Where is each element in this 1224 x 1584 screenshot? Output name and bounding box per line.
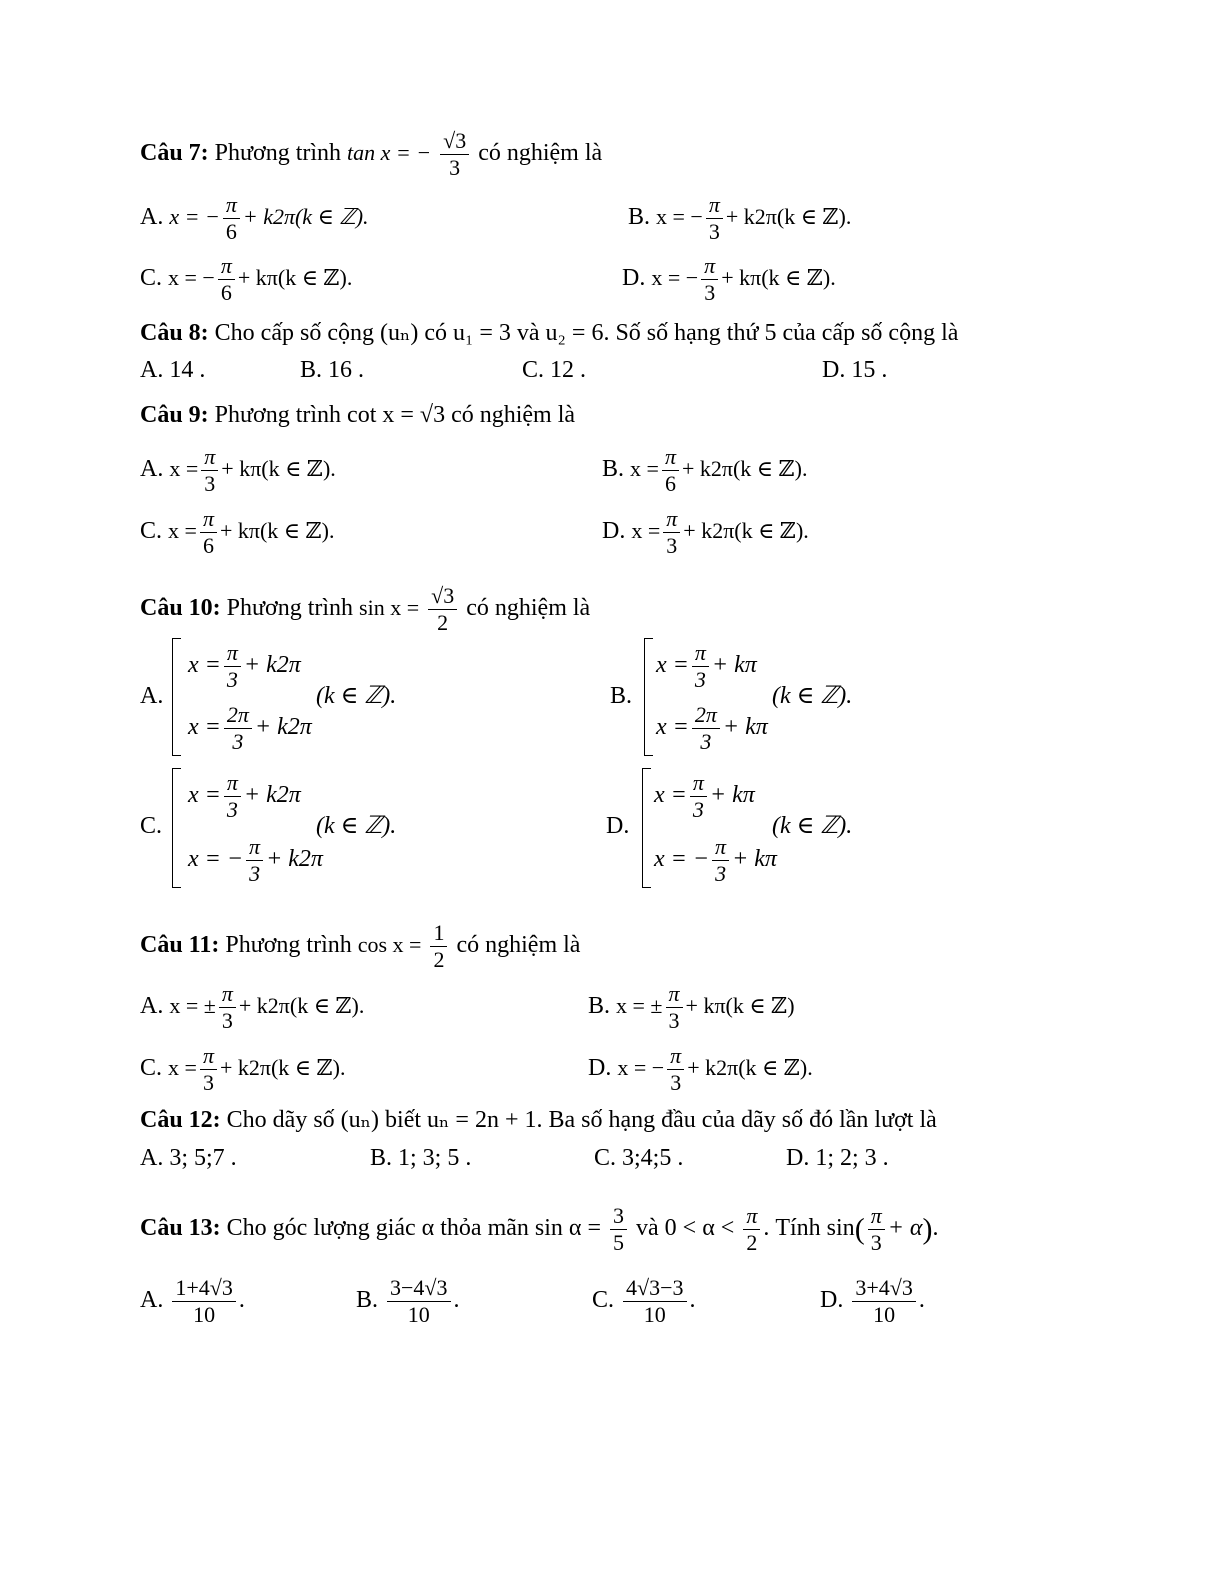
frac-den: 3 [668,1008,680,1033]
q11-stem [140,920,580,973]
system-row-2 [188,702,312,755]
frac-num: 2π [692,702,720,729]
bracket [172,768,181,888]
option-letter: D. [820,1287,844,1314]
option-frac [706,192,723,245]
option-frac [172,1275,235,1328]
q7-option-c[interactable] [140,253,352,306]
option-frac [852,1275,915,1328]
frac-num: π [706,192,723,219]
q10-label: Câu 10: [140,595,221,622]
row-pre: x = [188,652,221,679]
option-suffix: (k ∈ ℤ). [316,813,397,839]
q7-option-b[interactable] [628,192,851,245]
q7-eq-frac [440,128,469,181]
frac-num: π [666,981,683,1008]
option-post: + k2π(k ∈ ℤ). [219,1055,346,1081]
q13-option-b[interactable]: B. $\frac{3-4√3}{10}$ . [356,1275,460,1327]
option-pre: x = [169,456,199,482]
q13-stem: Câu 13: Cho góc lượng giác α thỏa mãn sin α = $\frac{3}{5}$ và 0 < α < $\frac{\pi}{2}$ . Tính sin( $\frac{\pi}{3}$ + α). [140,1203,939,1255]
q7-eq-num: √3 [440,128,469,155]
row-post: + kπ [722,714,768,741]
option-letter: A. [140,993,164,1020]
q10-eq-frac [428,583,457,636]
q7-eq-den: 3 [449,155,461,180]
frac-den: 3 [704,280,716,305]
q9-text: Phương trình cot x = √3 có nghiệm là [214,402,576,428]
option-suffix: (k ∈ ℤ). [772,683,853,709]
q11-eq-num: 1 [430,920,447,947]
q12-text: Cho dãy số (uₙ) biết uₙ = 2n + 1. Ba số hạng đầu của dãy số đó lần lượt là [226,1107,937,1133]
q11-text-post: có nghiệm là [456,932,581,959]
option-letter: C. [140,813,163,839]
option-letter: D. [622,265,646,292]
frac-num: π [667,1043,684,1070]
frac-num: 3 [610,1203,627,1230]
option-letter: B. [628,204,651,231]
q13-frac-1 [610,1203,627,1256]
option-letter: B. [602,456,625,483]
option-letter: A. [140,204,164,231]
left-paren: ( [854,1212,865,1246]
frac-den: 3 [670,1070,682,1095]
option-letter: B. [588,993,611,1020]
row-frac [692,640,709,693]
system-row-2 [656,702,768,755]
frac-num: π [246,834,263,861]
frac-num: π [223,192,240,219]
option-pre: x = − [169,204,220,230]
option-frac [223,192,240,245]
frac-num: π [224,640,241,667]
frac-num: 2π [224,702,252,729]
frac-den: 10 [873,1302,896,1327]
q12-label: Câu 12: [140,1107,221,1133]
row-frac [712,834,729,887]
frac-den: 10 [407,1302,430,1327]
q12-option-d[interactable]: D. 1; 2; 3 . [786,1145,889,1171]
frac-den: 3 [221,1008,233,1033]
system-row-1 [188,770,301,823]
row-frac [690,770,707,823]
option-letter: C. [140,518,163,545]
q11-label: Câu 11: [140,932,220,959]
row-pre: x = − [654,846,710,873]
q7-text-pre: Phương trình [214,140,342,167]
option-letter: B. [610,683,633,709]
q13-text-2: và 0 < α < [636,1215,735,1242]
row-post: + k2π [254,714,312,741]
frac-num: π [200,1043,217,1070]
frac-den: 6 [664,471,676,496]
frac-num: π [868,1203,885,1230]
option-pre: x = − [617,1055,665,1081]
q8-option-b[interactable]: B. 16 . [300,357,365,383]
frac-den: 10 [193,1302,216,1327]
frac-den: 3 [700,729,712,754]
q11-option-a[interactable] [140,981,364,1034]
row-post: + kπ [709,782,755,809]
system-row-1 [654,770,755,823]
q10-text-post: có nghiệm là [466,595,591,622]
q8-option-a[interactable]: A. 14 . [140,357,206,383]
option-letter: D. [606,813,630,839]
q7-option-a[interactable] [140,192,369,245]
option-letter: D. [602,518,626,545]
q11-eq-den: 2 [433,947,445,972]
q8-stem [140,318,958,348]
frac-den: 6 [202,533,214,558]
frac-num: 3−4√3 [387,1275,450,1302]
row-pre: x = [188,714,221,741]
option-suffix: (k ∈ ℤ). [316,683,397,709]
option-letter: B. [356,1287,379,1314]
option-post: + k2π(k ∈ ℤ). [683,518,809,544]
frac-num: π [743,1203,760,1230]
row-post: + kπ [732,846,777,873]
frac-den: 3 [692,797,704,822]
option-frac [666,981,683,1034]
q7-stem [140,128,602,181]
frac-den: 3 [226,667,238,692]
option-pre: x = − [168,265,215,291]
q13-text-3: . Tính sin [763,1215,855,1242]
q9-stem [140,400,575,430]
q12-option-c[interactable]: C. 3;4;5 . [594,1145,684,1171]
frac-den: 3 [715,861,727,886]
row-pre: x = [188,782,221,809]
frac-num: π [218,253,235,280]
row-frac [224,702,252,755]
q8-option-c[interactable]: C. 12 . [522,357,587,383]
row-frac [692,702,720,755]
row-post: + k2π [266,846,323,873]
frac-num: π [219,981,236,1008]
q7-text-post: có nghiệm là [478,140,603,167]
frac-num: π [692,640,709,667]
row-post: + kπ [711,652,757,679]
frac-num: π [224,770,241,797]
q9-option-a[interactable] [140,444,336,497]
q12-option-a[interactable]: A. 3; 5;7 . [140,1145,237,1171]
option-pre: x = [631,518,661,544]
q10-eq-lhs: sin x = [359,595,420,621]
option-letter: C. [140,1055,163,1082]
option-letter: C. [140,265,163,292]
option-post: + k2π(k ∈ ℤ). [242,204,369,230]
row-pre: x = [654,782,687,809]
frac-den: 10 [643,1302,666,1327]
q11-eq-lhs: cos x = [357,932,422,958]
frac-den: 3 [666,533,678,558]
row-frac [246,834,263,887]
frac-den: 3 [870,1230,882,1255]
q12-stem [140,1105,937,1135]
option-frac [200,1043,217,1096]
q13-option-c[interactable]: C. $\frac{4√3-3}{10}$ . [592,1275,696,1327]
option-pre: x = [168,1055,197,1081]
option-letter: C. [592,1287,615,1314]
q7-eq-lhs: tan x = − [347,140,432,166]
frac-den: 3 [232,729,244,754]
right-paren: ) [922,1212,933,1246]
q7-label: Câu 7: [140,140,209,167]
row-frac [224,770,241,823]
option-frac [623,1275,686,1328]
frac-den: 3 [204,471,216,496]
q9-option-b[interactable] [602,444,807,497]
option-frac [218,253,235,306]
q11-option-b[interactable] [588,981,795,1034]
frac-num: 1+4√3 [172,1275,235,1302]
system-row-2 [654,834,777,887]
row-pre: x = [656,652,689,679]
q13-text-4: + α [887,1215,923,1242]
q13-option-d[interactable]: D. $\frac{3+4√3}{10}$ . [820,1275,925,1327]
system-row-1 [188,640,301,693]
frac-num: π [712,834,729,861]
option-post: + k2π(k ∈ ℤ). [238,993,365,1019]
frac-den: 3 [249,861,261,886]
option-pre: x = − [656,204,703,230]
option-letter: A. [140,1287,164,1314]
frac-num: π [690,770,707,797]
q9-label: Câu 9: [140,402,209,428]
q12-option-b[interactable]: B. 1; 3; 5 . [370,1145,472,1171]
bracket [642,768,651,888]
option-pre: x = ± [169,993,216,1019]
row-pre: x = [656,714,689,741]
frac-den: 3 [694,667,706,692]
q10-text-pre: Phương trình [226,595,354,622]
option-post: + k2π(k ∈ ℤ). [725,204,852,230]
frac-num: π [662,444,679,471]
q13-text-1: Cho góc lượng giác α thỏa mãn sin α = [226,1215,602,1242]
option-pre: x = [168,518,197,544]
frac-den: 3 [202,1070,214,1095]
q10-eq-den: 2 [437,610,449,635]
q13-label: Câu 13: [140,1215,221,1242]
system-row-1 [656,640,757,693]
frac-den: 2 [746,1230,758,1255]
row-post: + k2π [243,652,301,679]
option-frac [201,444,218,497]
option-post: + kπ(k ∈ ℤ). [221,456,336,482]
option-frac [200,506,217,559]
frac-den: 6 [225,219,237,244]
option-post: + kπ(k ∈ ℤ). [721,265,836,291]
q8-option-d[interactable]: D. 15 . [822,357,888,383]
bracket [172,638,181,756]
option-post: + kπ(k ∈ ℤ) [685,993,795,1019]
option-post: + kπ(k ∈ ℤ). [219,518,335,544]
row-post: + k2π [243,782,301,809]
option-post: + k2π(k ∈ ℤ). [687,1055,813,1081]
frac-num: π [201,444,218,471]
bracket [644,638,653,756]
frac-num: π [701,253,718,280]
option-suffix: (k ∈ ℤ). [772,813,853,839]
q11-eq-frac [430,920,447,973]
option-pre: x = [630,456,659,482]
option-letter: A. [140,456,164,483]
option-frac [701,253,718,306]
q11-option-d[interactable] [588,1043,813,1096]
frac-den: 6 [220,280,232,305]
q13-option-a[interactable]: A. $\frac{1+4√3}{10}$ . [140,1275,245,1327]
frac-den: 3 [226,797,238,822]
q9-option-c[interactable] [140,506,334,559]
option-letter: D. [588,1055,612,1082]
system-row-2 [188,834,323,887]
frac-num: π [200,506,217,533]
option-frac [219,981,236,1034]
option-frac [663,506,680,559]
row-pre: x = − [188,846,244,873]
q13-frac-3 [868,1203,885,1256]
option-post: + kπ(k ∈ ℤ). [237,265,353,291]
option-frac [662,444,679,497]
q10-eq-num: √3 [428,583,457,610]
q13-frac-2 [743,1203,760,1256]
frac-num: 3+4√3 [852,1275,915,1302]
q11-text-pre: Phương trình [225,932,352,959]
option-frac [667,1043,684,1096]
q8-text: Cho cấp số cộng (uₙ) có u₁ = 3 và u₂ = 6. Số số hạng thứ 5 của cấp số cộng là [214,320,959,346]
q11-option-c[interactable] [140,1043,345,1096]
option-pre: x = ± [616,993,663,1019]
frac-num: π [663,506,680,533]
frac-den: 3 [708,219,720,244]
q10-stem [140,583,590,636]
option-letter: A. [140,683,164,709]
option-post: + k2π(k ∈ ℤ). [681,456,808,482]
q9-option-d[interactable] [602,506,809,559]
option-pre: x = − [651,265,699,291]
row-frac [224,640,241,693]
q7-option-d[interactable] [622,253,836,306]
option-frac [387,1275,450,1328]
q8-label: Câu 8: [140,320,209,346]
frac-den: 5 [613,1230,625,1255]
frac-num: 4√3−3 [623,1275,686,1302]
